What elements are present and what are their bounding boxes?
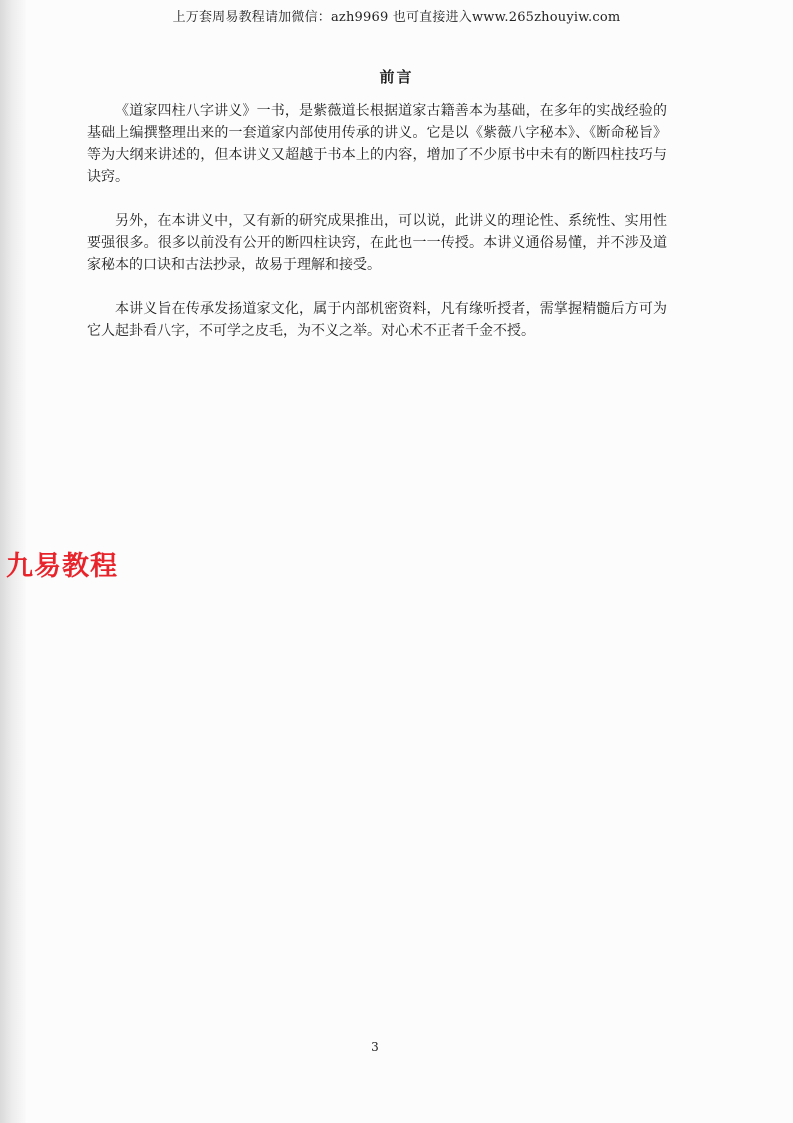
paragraph-3: 本讲义旨在传承发扬道家文化，属于内部机密资料，凡有缘听授者，需掌握精髓后方可为它人起卦看八字，不可学之皮毛，为不义之举。对心术不正者千金不授。 bbox=[87, 301, 667, 339]
paragraph-1: 《道家四柱八字讲义》一书，是紫薇道长根据道家古籍善本为基础，在多年的实战经验的基础上编撰整理出来的一套道家内部使用传承的讲义。它是以《紫薇八字秘本》、《断命秘旨》等为大纲来讲述的，但本讲义又超越于书本上的内容，增加了不少原书中未有的断四柱技巧与诀窍。 bbox=[87, 103, 667, 185]
paragraph-2: 另外，在本讲义中，又有新的研究成果推出，可以说，此讲义的理论性、系统性、实用性要强很多。很多以前没有公开的断四柱诀窍，在此也一一传授。本讲义通俗易懂，并不涉及道家秘本的口诀和古法抄录，故易于理解和接受。 bbox=[87, 213, 667, 273]
page-number: 3 bbox=[371, 1040, 379, 1054]
header-banner: 上万套周易教程请加微信：azh9969 也可直接进入www.265zhouyiw.com bbox=[172, 10, 621, 25]
page-title: 前言 bbox=[379, 68, 414, 86]
watermark-logo: 九易教程 bbox=[6, 551, 118, 582]
body-text bbox=[87, 100, 667, 364]
